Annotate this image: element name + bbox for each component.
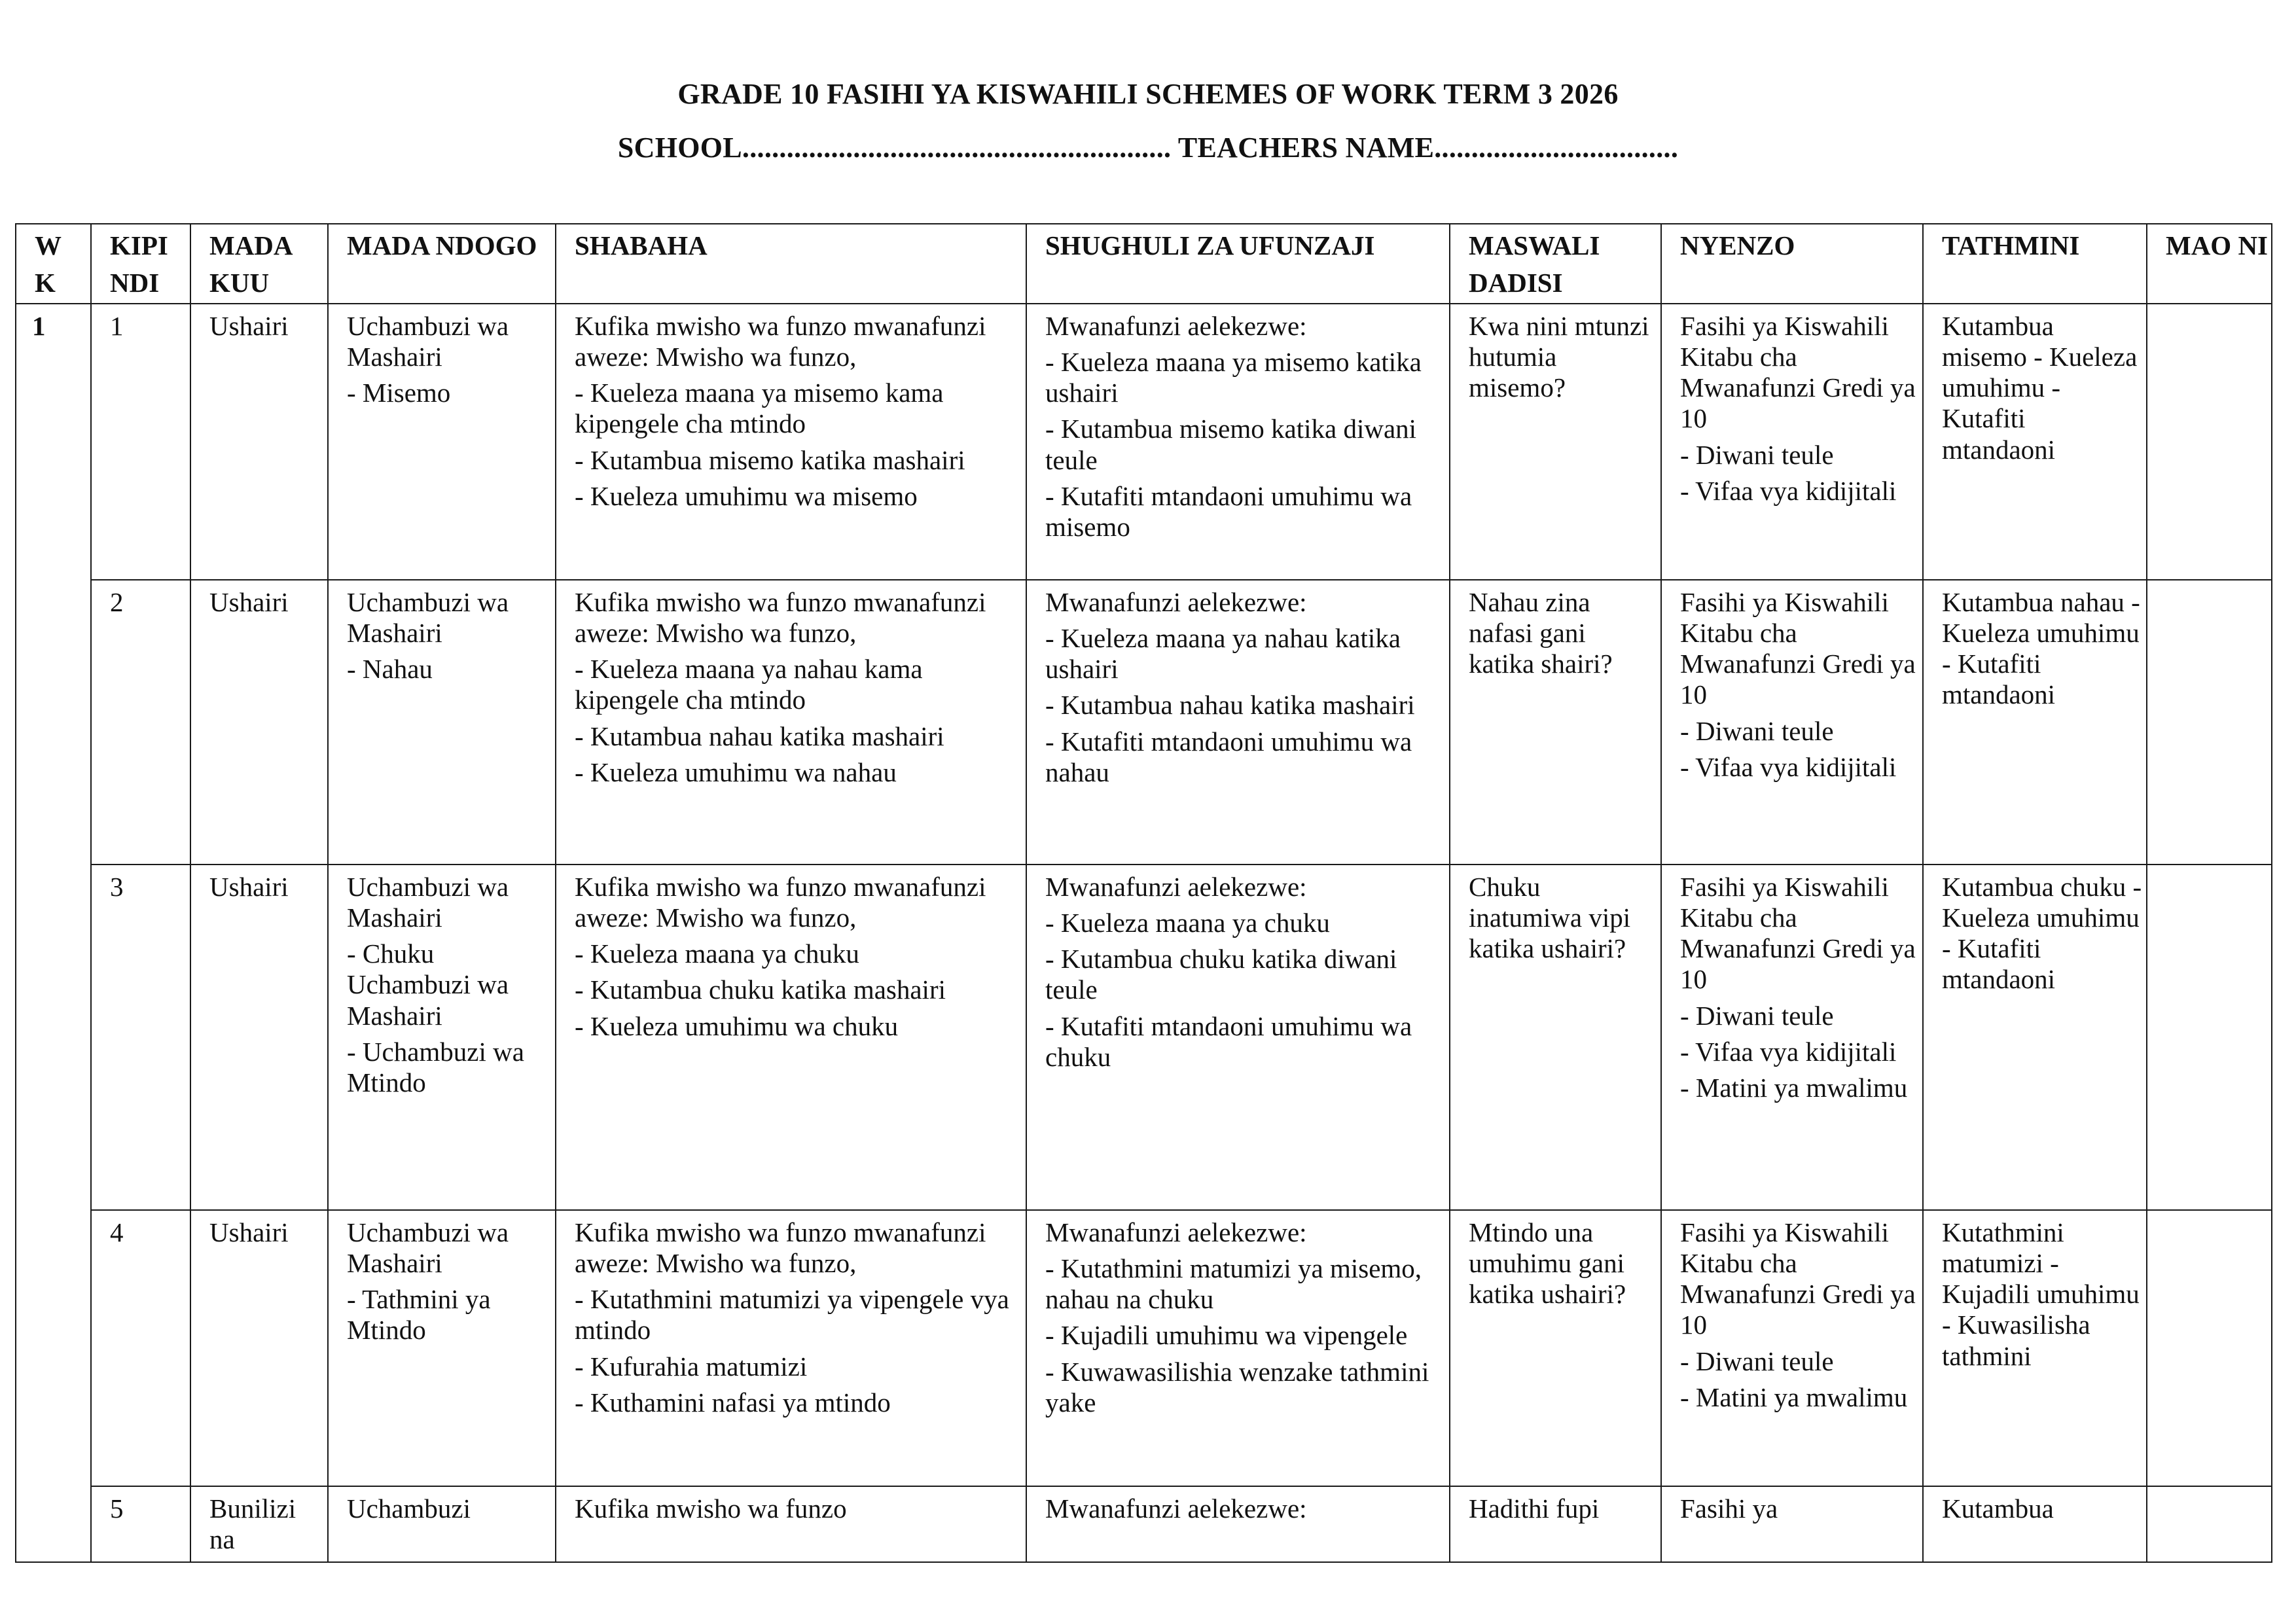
cell-maswali (1450, 304, 1661, 580)
cell-line: - Diwani teule (1680, 1000, 1834, 1031)
cell-maoni (2147, 1210, 2272, 1486)
table-row (16, 865, 2272, 1210)
cell-text: 5 (110, 1493, 124, 1524)
cell-mada-ndogo (328, 1210, 556, 1486)
header-row (16, 224, 2272, 304)
header-shabaha: SHABAHA (556, 224, 1026, 304)
cell-text: 4 (110, 1217, 124, 1247)
table-row (16, 580, 2272, 865)
cell-line: - Kutambua misemo katika mashairi (575, 444, 965, 475)
cell-mada-kuu (190, 1210, 328, 1486)
cell-shabaha (556, 1210, 1026, 1486)
cell-line: Fasihi ya Kiswahili Kitabu cha Mwanafunzi Gredi ya 10 (1680, 311, 1916, 434)
cell-mada-ndogo (328, 1486, 556, 1562)
school-teacher-line: SCHOOL.......................................................... TEACHERS NAME................................. (617, 132, 1679, 164)
header-wk: W K (16, 224, 91, 304)
cell-line: - Nahau (347, 654, 433, 685)
cell-line: - Kutambua nahau katika mashairi (1045, 690, 1415, 721)
header-maoni: MAO NI (2147, 224, 2272, 304)
cell-line: - Kutathmini matumizi ya vipengele vya mtindo (575, 1284, 1009, 1346)
cell-line: - Kueleza maana ya nahau katika ushairi (1045, 623, 1401, 685)
cell-kipindi (91, 1210, 190, 1486)
cell-maoni (2147, 304, 2272, 580)
cell-tathmini (1923, 1210, 2147, 1486)
cell-line: Uchambuzi (347, 1493, 471, 1524)
cell-line: - Kujadili umuhimu wa vipengele (1045, 1320, 1408, 1351)
cell-mada-kuu (190, 865, 328, 1210)
cell-kipindi (91, 304, 190, 580)
cell-shabaha (556, 865, 1026, 1210)
cell-line: - Kueleza umuhimu wa chuku (575, 1010, 899, 1041)
cell-text: Kutathmini matumizi - Kujadili umuhimu - Kuwasilisha tathmini (1942, 1217, 2140, 1371)
cell-kipindi (91, 1486, 190, 1562)
cell-line: - Kutambua chuku katika diwani teule (1045, 944, 1397, 1005)
cell-mada-ndogo (328, 865, 556, 1210)
cell-line: Uchambuzi wa Mashairi (347, 311, 509, 372)
cell-line: - Kutathmini matumizi ya misemo, nahau na chuku (1045, 1253, 1422, 1315)
cell-line: - Kuwawasilishia wenzake tathmini yake (1045, 1356, 1429, 1418)
cell-shughuli (1026, 865, 1450, 1210)
cell-line: - Kueleza maana ya nahau kama kipengele cha mtindo (575, 654, 923, 715)
cell-line: - Kutafiti mtandaoni umuhimu wa misemo (1045, 480, 1412, 542)
cell-line: Fasihi ya Kiswahili Kitabu cha Mwanafunzi Gredi ya 10 (1680, 872, 1916, 995)
cell-line: - Diwani teule (1680, 1346, 1834, 1376)
cell-shughuli (1026, 1210, 1450, 1486)
cell-line: - Kueleza maana ya chuku (575, 938, 859, 969)
cell-line: - Tathmini ya Mtindo (347, 1284, 491, 1346)
cell-line: - Matini ya mwalimu (1680, 1382, 1908, 1412)
cell-tathmini (1923, 580, 2147, 865)
cell-text: Mtindo una umuhimu gani katika ushairi? (1469, 1217, 1626, 1310)
cell-line: Mwanafunzi aelekezwe: (1045, 872, 1307, 902)
cell-line: Kufika mwisho wa funzo (575, 1493, 847, 1524)
cell-line: - Diwani teule (1680, 439, 1834, 470)
table-row (16, 1210, 2272, 1486)
cell-shabaha (556, 1486, 1026, 1562)
cell-line: Kufika mwisho wa funzo mwanafunzi aweze: Mwisho wa funzo, (575, 872, 986, 933)
cell-text: Chuku inatumiwa vipi katika ushairi? (1469, 872, 1631, 964)
header-nyenzo: NYENZO (1661, 224, 1923, 304)
cell-maoni (2147, 865, 2272, 1210)
cell-text: Kwa nini mtunzi hutumia misemo? (1469, 311, 1649, 403)
header-tathmini: TATHMINI (1923, 224, 2147, 304)
cell-kipindi (91, 580, 190, 865)
cell-text: Kutambua chuku - Kueleza umuhimu - Kutafiti mtandaoni (1942, 872, 2142, 995)
cell-line: Uchambuzi wa Mashairi (347, 872, 509, 933)
cell-line: - Kutafiti mtandaoni umuhimu wa chuku (1045, 1010, 1412, 1072)
cell-text: 3 (110, 872, 124, 902)
cell-line: Fasihi ya Kiswahili Kitabu cha Mwanafunzi Gredi ya 10 (1680, 1217, 1916, 1340)
cell-maswali (1450, 865, 1661, 1210)
cell-text: Hadithi fupi (1469, 1493, 1600, 1524)
cell-line: - Kueleza maana ya chuku (1045, 908, 1330, 938)
cell-mada-kuu (190, 580, 328, 865)
cell-line: - Diwani teule (1680, 715, 1834, 746)
cell-line: - Uchambuzi wa Mtindo (347, 1036, 524, 1097)
cell-mada-ndogo (328, 580, 556, 865)
cell-line: - Kueleza maana ya misemo kama kipengele cha mtindo (575, 378, 944, 439)
cell-line: - Vifaa vya kidijitali (1680, 475, 1897, 506)
cell-nyenzo (1661, 1486, 1923, 1562)
cell-line: Kufika mwisho wa funzo mwanafunzi aweze: Mwisho wa funzo, (575, 311, 986, 372)
document-title: GRADE 10 FASIHI YA KISWAHILI SCHEMES OF WORK TERM 3 2026 (677, 78, 1619, 110)
cell-line: - Kuthamini nafasi ya mtindo (575, 1387, 891, 1418)
cell-mada-ndogo (328, 304, 556, 580)
cell-text: Kutambua misemo - Kueleza umuhimu - Kutafiti mtandaoni (1942, 311, 2138, 465)
cell-kipindi (91, 865, 190, 1210)
cell-text: Ushairi (209, 872, 289, 902)
cell-nyenzo (1661, 1210, 1923, 1486)
cell-tathmini (1923, 865, 2147, 1210)
cell-text: Ushairi (209, 587, 289, 617)
cell-text: Nahau zina nafasi gani katika shairi? (1469, 587, 1613, 679)
cell-text: Bunilizi na (209, 1493, 296, 1555)
table-row (16, 1486, 2272, 1562)
cell-line: - Kutambua chuku katika mashairi (575, 974, 946, 1005)
header-maswali: MASWALI DADISI (1450, 224, 1661, 304)
cell-line: - Matini ya mwalimu (1680, 1072, 1908, 1103)
header-kipindi: KIPI NDI (91, 224, 190, 304)
cell-text: 1 (110, 311, 124, 341)
cell-shughuli (1026, 1486, 1450, 1562)
cell-text: Kutambua nahau - Kueleza umuhimu - Kutafiti mtandaoni (1942, 587, 2140, 710)
header-mada-ndogo: MADA NDOGO (328, 224, 556, 304)
cell-line: - Vifaa vya kidijitali (1680, 751, 1897, 782)
header-mada-kuu: MADA KUU (190, 224, 328, 304)
cell-nyenzo (1661, 580, 1923, 865)
cell-line: - Vifaa vya kidijitali (1680, 1036, 1897, 1067)
cell-line: - Kueleza umuhimu wa nahau (575, 757, 897, 787)
cell-line: - Kueleza umuhimu wa misemo (575, 480, 918, 511)
cell-line: - Kueleza maana ya misemo katika ushairi (1045, 347, 1422, 408)
cell-line: Mwanafunzi aelekezwe: (1045, 1493, 1307, 1524)
cell-mada-kuu (190, 1486, 328, 1562)
cell-line: Fasihi ya Kiswahili Kitabu cha Mwanafunzi Gredi ya 10 (1680, 587, 1916, 710)
cell-shabaha (556, 580, 1026, 865)
cell-nyenzo (1661, 865, 1923, 1210)
cell-shughuli (1026, 580, 1450, 865)
cell-line: - Kufurahia matumizi (575, 1351, 808, 1382)
cell-line: Kufika mwisho wa funzo mwanafunzi aweze: Mwisho wa funzo, (575, 587, 986, 649)
table-body (16, 304, 2272, 1562)
cell-shughuli (1026, 304, 1450, 580)
cell-line: - Chuku Uchambuzi wa Mashairi (347, 938, 509, 1031)
header-shughuli: SHUGHULI ZA UFUNZAJI (1026, 224, 1450, 304)
cell-line: Mwanafunzi aelekezwe: (1045, 587, 1307, 617)
cell-line: Fasihi ya (1680, 1493, 1778, 1524)
cell-maoni (2147, 580, 2272, 865)
cell-mada-kuu (190, 304, 328, 580)
cell-tathmini (1923, 1486, 2147, 1562)
cell-maswali (1450, 1486, 1661, 1562)
cell-shabaha (556, 304, 1026, 580)
cell-maoni (2147, 1486, 2272, 1562)
cell-line: Kufika mwisho wa funzo mwanafunzi aweze: Mwisho wa funzo, (575, 1217, 986, 1279)
scheme-of-work-table (15, 223, 2272, 1563)
cell-line: Uchambuzi wa Mashairi (347, 587, 509, 649)
cell-line: - Kutafiti mtandaoni umuhimu wa nahau (1045, 726, 1412, 787)
cell-nyenzo (1661, 304, 1923, 580)
cell-text: Ushairi (209, 311, 289, 341)
cell-line: - Kutambua misemo katika diwani teule (1045, 414, 1417, 475)
week-cell: 1 (16, 304, 91, 1562)
cell-line: Uchambuzi wa Mashairi (347, 1217, 509, 1279)
cell-maswali (1450, 580, 1661, 865)
cell-maswali (1450, 1210, 1661, 1486)
cell-text: Ushairi (209, 1217, 289, 1247)
table-row (16, 304, 2272, 580)
cell-line: - Kutambua nahau katika mashairi (575, 721, 944, 751)
cell-line: Mwanafunzi aelekezwe: (1045, 311, 1307, 341)
cell-line: - Misemo (347, 378, 451, 408)
cell-text: 2 (110, 587, 124, 617)
cell-text: Kutambua (1942, 1493, 2054, 1524)
cell-tathmini (1923, 304, 2147, 580)
cell-line: Mwanafunzi aelekezwe: (1045, 1217, 1307, 1247)
